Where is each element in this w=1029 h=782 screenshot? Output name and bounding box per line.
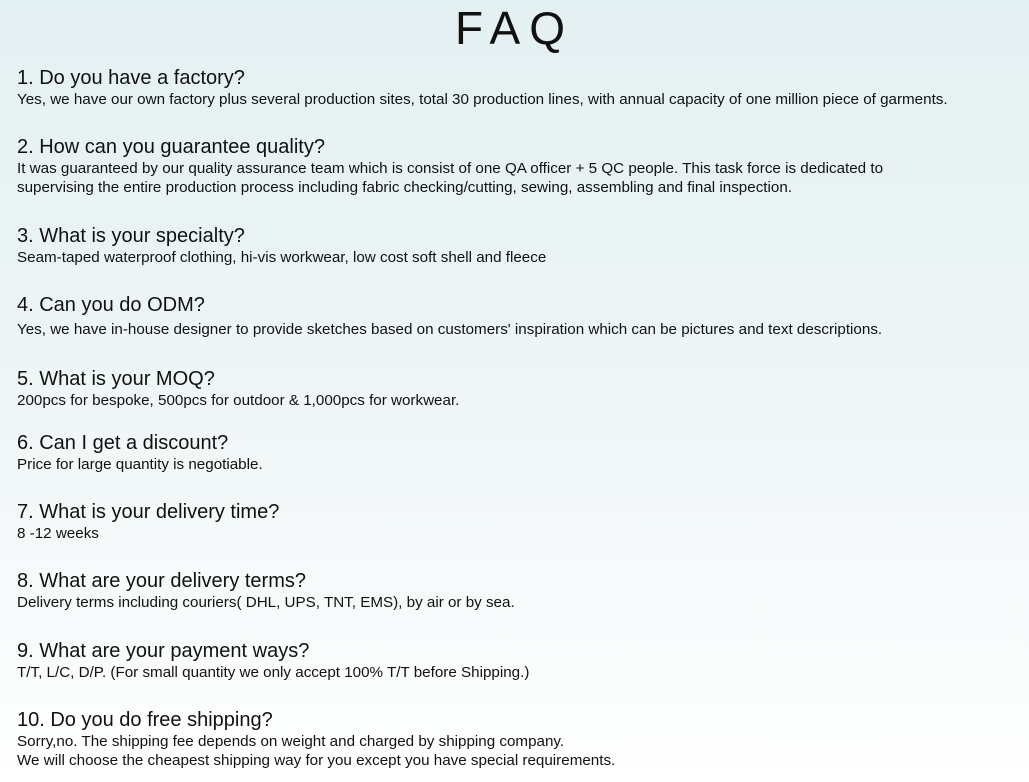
faq-question: 5. What is your MOQ? xyxy=(17,368,215,390)
faq-answer xyxy=(17,732,1021,770)
faq-question: 1. Do you have a factory? xyxy=(17,67,245,89)
faq-item-4 xyxy=(17,293,1021,339)
faq-question: 2. How can you guarantee quality? xyxy=(17,136,325,158)
faq-answer xyxy=(17,455,1021,474)
faq-item-2 xyxy=(17,135,1021,197)
faq-answer xyxy=(17,159,1021,197)
faq-answer-line: supervising the entire production process including fabric checking/cutting, sewing, assembling and final inspection. xyxy=(17,179,792,196)
faq-item-5 xyxy=(17,367,1021,410)
faq-item-8 xyxy=(17,569,1021,612)
faq-answer xyxy=(17,90,1021,109)
faq-question: 3. What is your specialty? xyxy=(17,225,245,247)
faq-answer xyxy=(17,248,1021,267)
page-title: FAQ xyxy=(454,2,575,54)
faq-answer-line: It was guaranteed by our quality assurance team which is consist of one QA officer + 5 QC people. This task force is dedicated to xyxy=(17,160,884,177)
faq-item-6 xyxy=(17,431,1021,474)
faq-answer-line: 8 -12 weeks xyxy=(17,525,99,542)
faq-question: 8. What are your delivery terms? xyxy=(17,570,306,592)
faq-answer xyxy=(17,391,1021,410)
faq-answer-line: Price for large quantity is negotiable. xyxy=(17,456,263,473)
faq-answer xyxy=(17,524,1021,543)
faq-item-9 xyxy=(17,639,1021,682)
faq-answer xyxy=(17,663,1021,682)
faq-answer-line: Sorry,no. The shipping fee depends on weight and charged by shipping company. xyxy=(17,733,565,750)
faq-answer-line: T/T, L/C, D/P. (For small quantity we only accept 100% T/T before Shipping.) xyxy=(17,664,530,681)
faq-answer-line: Yes, we have in-house designer to provide sketches based on customers' inspiration which can be pictures and text descriptions. xyxy=(17,321,883,338)
faq-item-3 xyxy=(17,224,1021,267)
faq-question: 7. What is your delivery time? xyxy=(17,501,280,523)
faq-answer-line: Delivery terms including couriers( DHL, UPS, TNT, EMS), by air or by sea. xyxy=(17,594,515,611)
faq-answer-line: Seam-taped waterproof clothing, hi-vis workwear, low cost soft shell and fleece xyxy=(17,249,547,266)
faq-answer xyxy=(17,320,1021,339)
faq-item-7 xyxy=(17,500,1021,543)
faq-answer-line: We will choose the cheapest shipping way for you except you have special requirements. xyxy=(17,752,616,769)
faq-answer xyxy=(17,593,1021,612)
faq-question: 4. Can you do ODM? xyxy=(17,294,205,316)
faq-question: 10. Do you do free shipping? xyxy=(17,709,273,731)
faq-question: 6. Can I get a discount? xyxy=(17,432,229,454)
faq-item-1 xyxy=(17,66,1021,109)
faq-answer-line: 200pcs for bespoke, 500pcs for outdoor & 1,000pcs for workwear. xyxy=(17,392,460,409)
faq-item-10 xyxy=(17,708,1021,770)
faq-question: 9. What are your payment ways? xyxy=(17,640,310,662)
faq-answer-line: Yes, we have our own factory plus several production sites, total 30 production lines, with annual capacity of one million piece of garments. xyxy=(17,91,948,108)
